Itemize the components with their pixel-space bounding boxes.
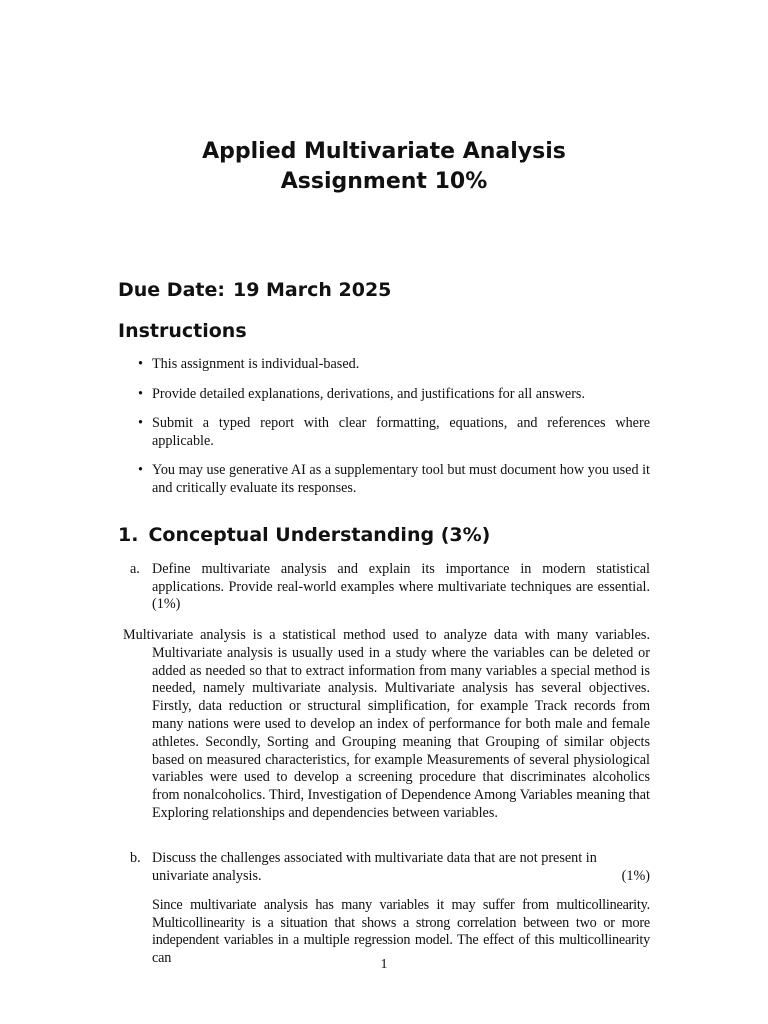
instruction-text: Provide detailed explanations, derivations, and justifications for all answers.	[152, 385, 586, 402]
page-number: 1	[380, 957, 388, 972]
section-heading	[118, 522, 490, 548]
bullet-icon: •	[138, 356, 143, 372]
question-a-text: Define multivariate analysis and explain its importance in modern statistical applications. Provide real-world examples where multivariate techniques are essential. (1%)	[152, 561, 650, 612]
instruction-text: This assignment is individual-based.	[152, 356, 360, 372]
question-b-item	[130, 850, 650, 885]
answer-a-paragraph: Multivariate analysis is a statistical method used to analyze data with many variables. Multivariate analysis is usually used in a study where the variables can be deleted or added as needed so that to extract information from many variables a special method is needed, namely multivariate analysis. Multivariate analysis has several objectives. Firstly, data reduction or structural simplification, for example Track records from many nations were used to develop an index of performance for both male and female athletes. Secondly, Sorting and Grouping meaning that Grouping of similar objects based on measured characteristics, for example Measurements of several physiological variables were used to develop a screening procedure that discriminates alcoholics from nonalcoholics. Third, Investigation of Dependence Among Variables meaning that Exploring relationships and dependencies between variables.	[123, 627, 650, 821]
bullet-icon: •	[138, 385, 143, 402]
instructions-heading: Instructions	[118, 320, 247, 342]
answer-b-paragraph: Since multivariate analysis has many variables it may suffer from multicollinearity. Multicollinearity is a situation that shows a strong correlation between two or more independent variables in a multiple regression model. The effect of this multicollinearity can	[152, 897, 650, 966]
section-title: Conceptual Understanding (3%)	[148, 524, 491, 546]
question-a-item	[130, 561, 650, 614]
due-date	[118, 277, 391, 303]
question-a-label: a.	[130, 561, 140, 577]
instructions-list	[138, 356, 650, 509]
due-date-value: 19 March 2025	[232, 279, 392, 301]
instruction-text: You may use generative AI as a supplementary tool but must document how you used it and critically evaluate its responses.	[152, 462, 650, 496]
question-b	[130, 850, 650, 885]
instruction-item	[138, 415, 650, 450]
instruction-item	[138, 462, 650, 497]
instruction-text: Submit a typed report with clear formatting, equations, and references where applicable.	[152, 415, 650, 449]
section-number: 1.	[118, 524, 139, 546]
question-b-marks: (1%)	[621, 867, 650, 884]
question-b-text-line1: Discuss the challenges associated with multivariate data that are not present in	[152, 850, 597, 866]
question-b-text-line2: univariate analysis.	[152, 867, 262, 884]
question-b-last-line	[152, 868, 650, 886]
bullet-icon: •	[138, 415, 143, 431]
instruction-item	[138, 386, 650, 404]
question-b-label: b.	[130, 850, 141, 866]
document-subtitle: Assignment 10%	[280, 169, 488, 194]
question-a	[130, 561, 650, 614]
due-date-label: Due Date:	[118, 279, 225, 301]
bullet-icon: •	[138, 462, 143, 478]
instruction-item	[138, 356, 650, 374]
document-title: Applied Multivariate Analysis	[202, 139, 566, 164]
